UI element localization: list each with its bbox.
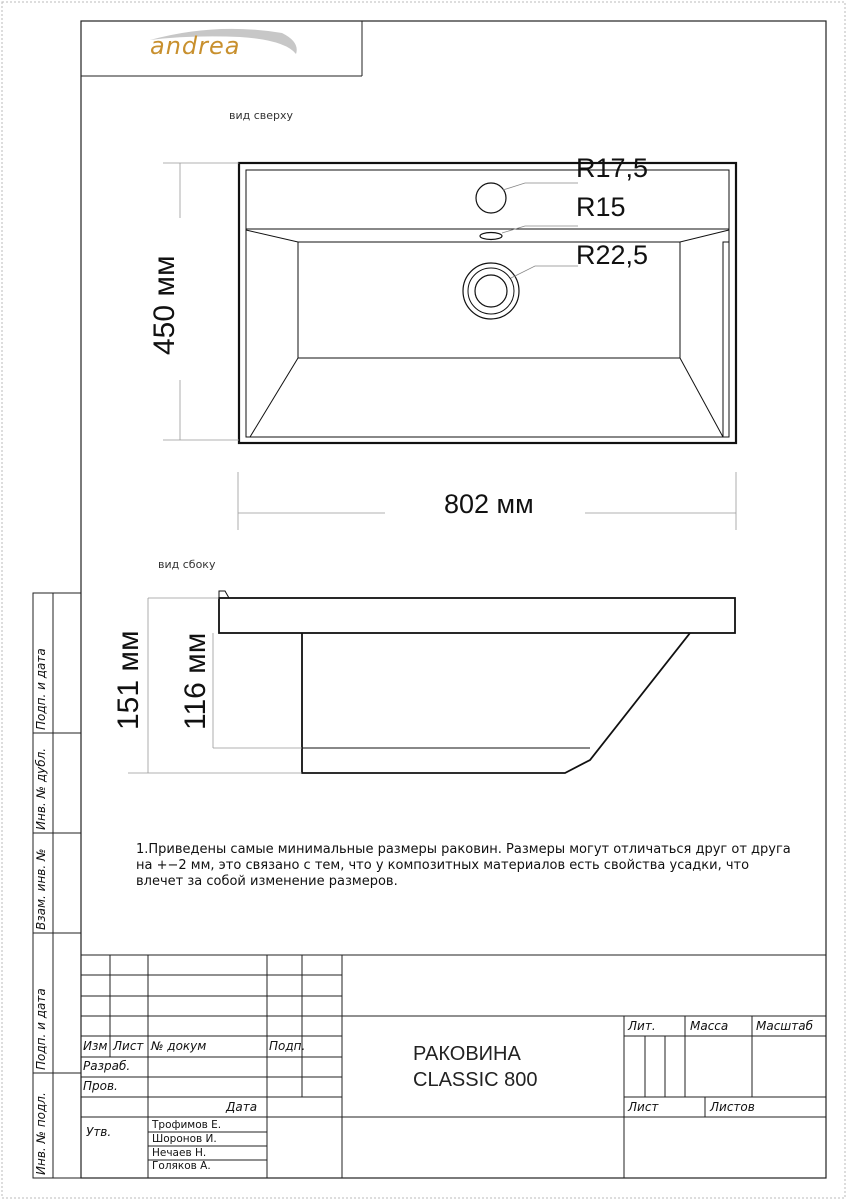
lit-label: Лит. bbox=[628, 1019, 656, 1033]
side-view-label: вид сбоку bbox=[158, 558, 216, 571]
stamp-signature-date-1: Подп. и дата bbox=[34, 648, 48, 730]
stamp-replace-inv-no: Взам. инв. № bbox=[34, 848, 48, 930]
stamp-signature-date-2: Подп. и дата bbox=[34, 988, 48, 1070]
row-checked: Пров. bbox=[83, 1079, 118, 1093]
stamp-dup-inv-no: Инв. № дубл. bbox=[34, 747, 48, 830]
top-dim-lines bbox=[163, 163, 736, 530]
col-change: Изм bbox=[83, 1039, 108, 1053]
col-signature: Подп. bbox=[269, 1039, 306, 1053]
top-view-label: вид сверху bbox=[229, 109, 294, 122]
brand-logo: andrea bbox=[150, 32, 241, 60]
leader-lines bbox=[502, 183, 578, 278]
col-sheet: Лист bbox=[113, 1039, 144, 1053]
row-developed: Разраб. bbox=[83, 1059, 131, 1073]
person-name: Голяков А. bbox=[152, 1160, 211, 1172]
width-dimension-label: 802 мм bbox=[444, 489, 534, 519]
main-frame bbox=[81, 21, 826, 1178]
scale-label: Масштаб bbox=[756, 1019, 814, 1033]
side-view bbox=[219, 591, 735, 773]
radius-small-label: R15 bbox=[576, 192, 626, 222]
drawing-title-line2: CLASSIC 800 bbox=[413, 1069, 538, 1091]
col-date: Дата bbox=[226, 1100, 258, 1114]
bowl-height-label: 116 мм bbox=[179, 632, 212, 730]
stamp-orig-inv-no: Инв. № подл. bbox=[34, 1092, 48, 1175]
row-approved: Утв. bbox=[86, 1125, 112, 1139]
height-dimension-label: 450 мм bbox=[148, 255, 181, 355]
person-name: Нечаев Н. bbox=[152, 1147, 207, 1159]
person-name: Шоронов И. bbox=[152, 1133, 217, 1145]
radius-overflow-label: R17,5 bbox=[576, 153, 649, 183]
sheets-label: Листов bbox=[710, 1100, 755, 1114]
drawing-title-line1: РАКОВИНА bbox=[413, 1043, 521, 1065]
radius-drain-label: R22,5 bbox=[576, 240, 649, 270]
col-doc-no: № докум bbox=[151, 1039, 207, 1053]
sheet-label: Лист bbox=[628, 1100, 659, 1114]
dimension-note: 1.Приведены самые минимальные размеры раковин. Размеры могут отличаться друг от друга на +−2 мм, это связано с тем, что у композитных материалов есть свойства усадки, что влечет за собой изменение размеров. bbox=[136, 842, 791, 889]
side-dim-lines bbox=[128, 598, 302, 773]
top-view bbox=[239, 163, 736, 443]
total-height-label: 151 мм bbox=[112, 630, 145, 730]
mass-label: Масса bbox=[690, 1019, 729, 1033]
person-name: Трофимов Е. bbox=[152, 1119, 222, 1131]
